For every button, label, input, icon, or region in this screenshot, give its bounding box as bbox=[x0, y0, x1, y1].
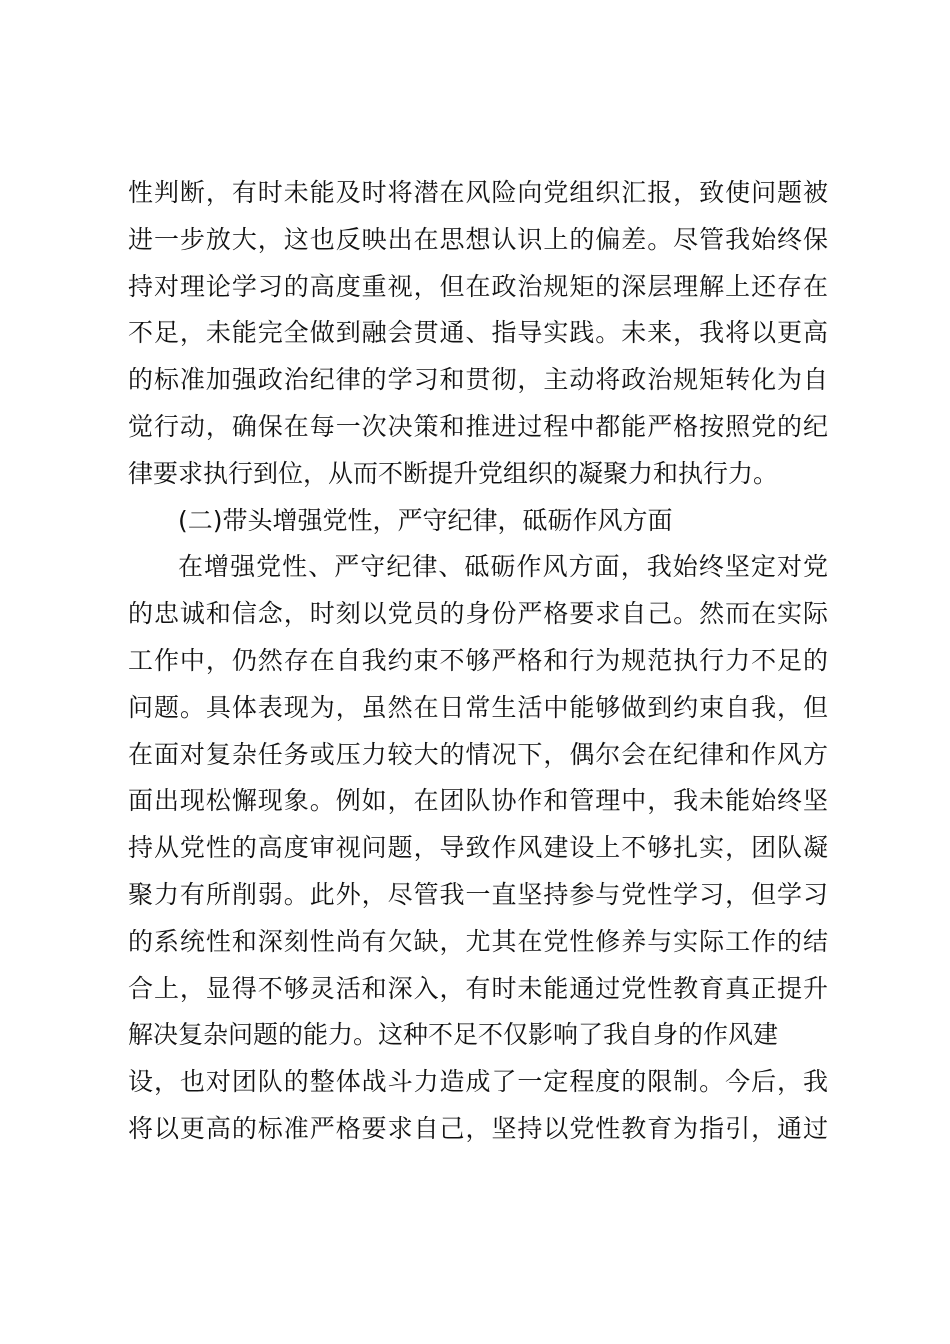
text-line: 聚力有所削弱。此外，尽管我一直坚持参与党性学习，但学习 bbox=[128, 879, 828, 909]
text-line: 在面对复杂任务或压力较大的情况下，偶尔会在纪律和作风方 bbox=[128, 739, 828, 769]
text-line: 觉行动，确保在每一次决策和推进过程中都能严格按照党的纪 bbox=[128, 411, 828, 441]
text-line: 将以更高的标准严格要求自己，坚持以党性教育为指引，通过 bbox=[128, 1113, 828, 1143]
text-line: 不足，未能完全做到融会贯通、指导实践。未来，我将以更高 bbox=[128, 318, 828, 348]
text-line: 解决复杂问题的能力。这种不足不仅影响了我自身的作风建 bbox=[128, 1020, 779, 1050]
text-line: 性判断，有时未能及时将潜在风险向党组织汇报，致使问题被 bbox=[128, 178, 828, 207]
text-line: 合上，显得不够灵活和深入，有时未能通过党性教育真正提升 bbox=[128, 973, 828, 1003]
section-heading: (二)带头增强党性，严守纪律，砥砺作风方面 bbox=[178, 505, 673, 535]
text-line: 律要求执行到位，从而不断提升党组织的凝聚力和执行力。 bbox=[128, 458, 779, 488]
text-line: 工作中，仍然存在自我约束不够严格和行为规范执行力不足的 bbox=[128, 645, 828, 675]
text-line: 持对理论学习的高度重视，但在政治规矩的深层理解上还存在 bbox=[128, 271, 828, 301]
text-line: 设，也对团队的整体战斗力造成了一定程度的限制。今后，我 bbox=[128, 1067, 828, 1097]
text-line: 持从党性的高度审视问题，导致作风建设上不够扎实，团队凝 bbox=[128, 833, 828, 863]
text-line: 面出现松懈现象。例如，在团队协作和管理中，我未能始终坚 bbox=[128, 786, 828, 816]
body-text bbox=[128, 170, 828, 1153]
text-line: 的系统性和深刻性尚有欠缺，尤其在党性修养与实际工作的结 bbox=[128, 926, 828, 956]
text-line: 在增强党性、严守纪律、砥砺作风方面，我始终坚定对党 bbox=[178, 552, 828, 582]
text-line: 的忠诚和信念，时刻以党员的身份严格要求自己。然而在实际 bbox=[128, 599, 828, 629]
text-line: 问题。具体表现为，虽然在日常生活中能够做到约束自我，但 bbox=[128, 692, 828, 722]
text-line: 进一步放大，这也反映出在思想认识上的偏差。尽管我始终保 bbox=[128, 224, 828, 254]
text-line: 的标准加强政治纪律的学习和贯彻，主动将政治规矩转化为自 bbox=[128, 365, 828, 395]
